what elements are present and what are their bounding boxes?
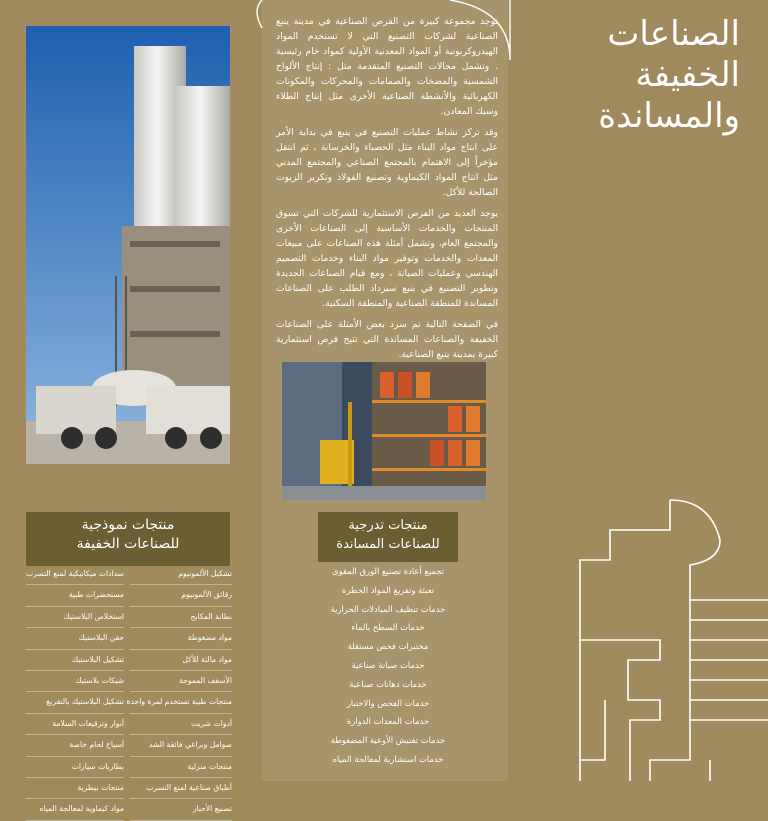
heading-line-1: منتجات تدرجية [348,518,428,533]
paragraph: وقد تركز نشاط عمليات التصنيع في ينبع في بداية الأمر على انتاج مواد البناء مثل الحصباء والخرسانة ، ثم انتقل مؤخراً إلى الاهتمام بالمجتمع الصناعي والمجتمع المدني مثل انتاج المواد الكيماوية وتصنيع الفولاذ وتكرير الزيوت الصالحة للأكل. [276,127,498,198]
list-item: رقائق الألمونيوم [130,585,232,606]
list-item: تشكيل البلاستيك [26,650,124,671]
support-services-list [300,562,476,769]
light-products-right-column [126,564,236,821]
title-line-1: الصناعات [607,14,740,54]
list-item: تشكيل البلاستيك بالتفريغ [26,692,124,713]
decorative-line-art [510,0,768,781]
list-item: خدمات دهانات صناعية [349,678,427,689]
list-item: الأسقف المموجة [130,671,232,692]
warehouse-photo [282,362,486,500]
list-item: استخلاص البلاستيك [26,607,124,628]
cement-plant-photo [26,26,230,464]
list-item: صوامل وبراغي فائقة الشد [130,735,232,756]
list-item: تصنيع الأحبار [130,799,232,820]
list-item: مستحضرات طبية [26,585,124,606]
list-item: أطباق صناعية لمنع التسرب [130,778,232,799]
list-item: خدمات تنظيف المبادلات الحرارية [330,603,446,614]
list-item: بطاريات سيارات [26,757,124,778]
list-item: حقن البلاستيك [26,628,124,649]
list-item: سدادات ميكانيكية لمنع التسرب [26,564,124,585]
list-item: أسياخ لحام خاصة [26,735,124,756]
heading-line-2: للصناعات الخفيفة [76,536,180,552]
intro-text [276,14,498,368]
list-item: مواد مضغوطة [130,628,232,649]
list-item: تشكيل الألمونيوم [130,564,232,585]
list-item: مختبرات فحص مستقلة [347,641,429,652]
list-item: خدمات السطح بالماء [351,622,425,633]
list-item: بطانة المكابح [130,607,232,628]
paragraph: في الصفحة التالية تم سرد بعض الأمثلة على الصناعات الخفيفة والصناعات المساندة التي تتيح فرص استثمارية كبيرة بمدينة ينبع الصناعية. [276,319,498,360]
list-item: خدمات تفتيش الأوعية المضغوطة [330,735,446,746]
heading-line-1: منتجات نموذجية [81,517,175,533]
title-line-2: الخفيفة [635,55,740,95]
list-item: خدمات الفحص والاختبار [346,697,430,708]
heading-line-2: للصناعات المساندة [336,537,440,552]
paragraph: توجد مجموعة كبيرة من الفرص الصناعية في مدينة ينبع الصناعية لشركات التصنيع التي لا تستخدم المواد الهيدروكربونية أو المواد المعدنية الأولية كمواد خام رئيسية . وتشمل مجالات التصنيع المتقدمة مثل : إنتاج الألواح الشمسية والمضخات والصمامات والمحركات والمكونات الكهربائية والأنشطة الصناعية الأخرى مثل إنتاج الطلاء وسبك المعادن. [276,16,498,117]
paragraph: يوجد العديد من الفرص الاستثمارية للشركات التي تسوق المنتجات والخدمات الأساسية إلى الصناعات الأخرى والمجتمع العام، وتشمل أمثلة هذه الصناعات على مبيعات المعدات والخدمات وتوفير مواد البناء وخدمات التصميم الهندسي وعمليات الصيانة ، ومع قيام الصناعات الجديدة وتطوير التصنيع في ينبع سيزداد الطلب على الصناعات المساندة للمنطقة الصناعية والمنطقة السكنية. [276,208,498,309]
list-item: تجميع أعادة تصنيع الورق المقوى [332,566,444,576]
light-industries-heading [26,512,230,566]
list-item: شبكات بلاستيك [26,671,124,692]
list-item: منتجات بيطرية [26,778,124,799]
list-item: أنوار وترقيعات السلامة [26,714,124,735]
list-item: تعبئة وتفريغ المواد الخطرة [341,584,435,595]
list-item: مواد كيماوية لمعالجة المياه [26,799,124,820]
title-line-3: والمساندة [598,96,740,136]
list-item: أدوات شريت [130,714,232,735]
list-item: منتجات منزلية [130,757,232,778]
list-item: منتجات طبية تستخدم لمرة واحدة [130,692,232,713]
list-item: خدمات استشارية لمعالجة المياه [332,753,444,764]
list-item: خدمات المعدات الدوارة [346,716,430,727]
light-products-left-column [26,564,126,821]
list-item: مواد مالئة للأكل [130,650,232,671]
support-industries-heading [318,512,458,562]
list-item: خدمات صيانة صناعية [351,659,425,670]
